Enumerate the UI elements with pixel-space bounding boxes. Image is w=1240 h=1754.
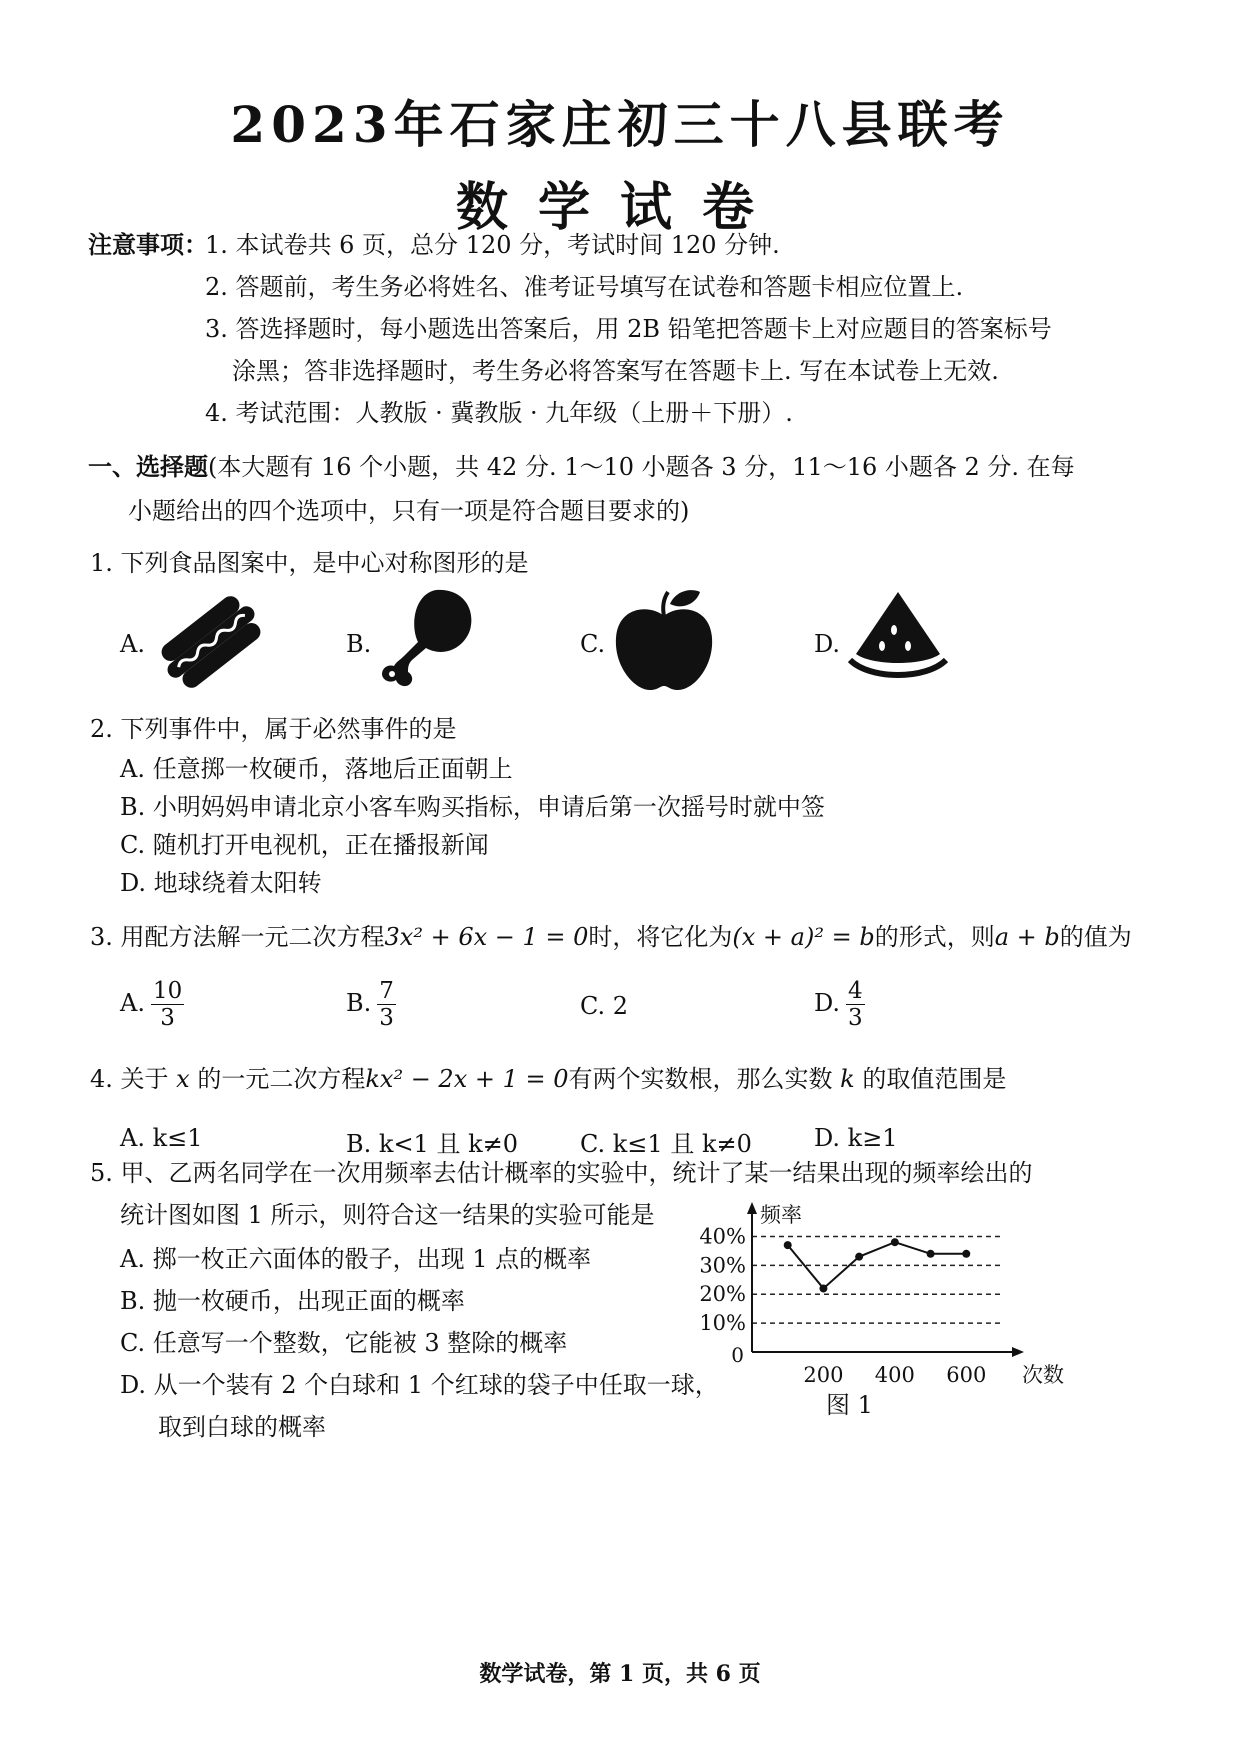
q4-option-c: C. k≤1 且 k≠0 — [580, 1130, 752, 1158]
chicken-leg-icon — [378, 586, 478, 690]
y-axis-label: 频率 — [760, 1203, 802, 1227]
notes-item-4: 4. 考试范围：人教版 · 冀教版 · 九年级（上册＋下册）. — [205, 399, 793, 427]
origin-label: 0 — [731, 1343, 744, 1367]
frequency-line-chart — [690, 1192, 1064, 1392]
notes-item-3-cont: 涂黑；答非选择题时，考生务必将答案写在答题卡上. 写在本试卷上无效. — [232, 357, 999, 385]
q3-option-d-fraction: $\frac{4}{3}$ — [848, 978, 863, 1031]
section-1-desc-cont: 小题给出的四个选项中，只有一项是符合题目要求的) — [128, 497, 690, 525]
q2-option-d: D. 地球绕着太阳转 — [120, 869, 322, 897]
data-point — [784, 1241, 792, 1249]
q4-option-a: A. k≤1 — [120, 1124, 203, 1152]
q2-option-b: B. 小明妈妈申请北京小客车购买指标，申请后第一次摇号时就中签 — [120, 793, 825, 821]
y-tick-label: 30% — [699, 1253, 746, 1278]
q4-var-x: x — [176, 1065, 190, 1093]
x-tick-label: 400 — [874, 1363, 915, 1387]
y-tick-label: 20% — [699, 1282, 746, 1307]
exam-subtitle: 数学试卷 — [455, 177, 784, 238]
q3-option-c: C. 2 — [580, 992, 629, 1020]
q2-option-a: A. 任意掷一枚硬币，落地后正面朝上 — [120, 755, 513, 783]
hotdog-icon — [156, 592, 266, 692]
q1-option-c-label: C. — [580, 630, 606, 658]
q4-option-b: B. k<1 且 k≠0 — [346, 1130, 518, 1158]
y-tick-label: 40% — [699, 1224, 746, 1249]
x-axis-label: 次数 — [1022, 1363, 1064, 1387]
q1-option-a-label: A. — [120, 630, 145, 658]
q5-stem: 5. 甲、乙两名同学在一次用频率去估计概率的实验中，统计了某一结果出现的频率绘出的 — [90, 1159, 1033, 1187]
q3-option-b-fraction: $\frac{7}{3}$ — [379, 978, 394, 1031]
q3-option-b: B. $\frac{7}{3}$ — [346, 978, 394, 1031]
q3-stem — [90, 922, 1132, 952]
q3-stem-b: 时，将它化为 — [588, 923, 733, 951]
q4-stem: 4. 关于 x 的一元二次方程kx² − 2x + 1 = 0有两个实数根，那么实数 k 的取值范围是 — [90, 1065, 1007, 1093]
q1-option-b-label: B. — [346, 630, 372, 658]
x-tick-label: 200 — [803, 1363, 844, 1387]
apple-icon — [612, 586, 716, 692]
q5-option-d-cont: 取到白球的概率 — [158, 1413, 326, 1441]
series-line — [788, 1242, 967, 1288]
data-point — [855, 1253, 863, 1261]
q5-option-d: D. 从一个装有 2 个白球和 1 个红球的袋子中任取一球， — [120, 1371, 719, 1399]
q1-stem: 1. 下列食品图案中，是中心对称图形的是 — [90, 549, 529, 577]
q5-option-b: B. 抛一枚硬币，出现正面的概率 — [120, 1287, 465, 1315]
q3-option-a-fraction: $\frac{10}{3}$ — [152, 978, 183, 1031]
q4-equation: kx² − 2x + 1 = 0 — [365, 1065, 569, 1093]
q3-option-d: D. $\frac{4}{3}$ — [814, 978, 863, 1031]
notes-item-2: 2. 答题前，考生务必将姓名、准考证号填写在试卷和答题卡相应位置上. — [205, 273, 964, 301]
data-point — [962, 1250, 970, 1258]
watermelon-icon — [846, 588, 950, 684]
q3-form: (x + a)² = b — [732, 923, 875, 951]
data-point — [819, 1284, 827, 1292]
section-1-desc: (本大题有 16 个小题，共 42 分. 1～10 小题各 3 分，11～16 小题各 2 分. 在每 — [208, 453, 1075, 481]
y-axis-arrow — [747, 1202, 757, 1214]
q2-stem: 2. 下列事件中，属于必然事件的是 — [90, 715, 457, 743]
notes-item-3: 3. 答选择题时，每小题选出答案后，用 2B 铅笔把答题卡上对应题目的答案标号 — [205, 315, 1052, 343]
x-axis-arrow — [1012, 1347, 1024, 1357]
y-tick-label: 10% — [699, 1311, 746, 1336]
figure-1-caption: 图 1 — [826, 1391, 873, 1419]
section-1-label: 一、选择题 — [88, 452, 208, 481]
notes-item-1: 1. 本试卷共 6 页，总分 120 分，考试时间 120 分钟. — [205, 231, 780, 259]
q4-var-k: k — [840, 1065, 855, 1093]
notes-label: 注意事项： — [88, 230, 208, 259]
q3-equation: 3x² + 6x − 1 = 0 — [384, 923, 589, 951]
q3-option-a: A. $\frac{10}{3}$ — [120, 978, 183, 1031]
data-point — [891, 1238, 899, 1246]
q5-stem-cont: 统计图如图 1 所示，则符合这一结果的实验可能是 — [120, 1201, 655, 1229]
q1-option-d-label: D. — [814, 630, 841, 658]
q4-option-d: D. k≥1 — [814, 1124, 898, 1152]
data-point — [927, 1250, 935, 1258]
x-tick-label: 600 — [946, 1363, 987, 1387]
q3-stem-d: 的值为 — [1059, 923, 1132, 951]
section-1-header — [88, 452, 1075, 482]
q2-option-c: C. 随机打开电视机，正在播报新闻 — [120, 831, 489, 859]
figure-1-chart — [690, 1192, 1064, 1396]
q3-expression: a + b — [994, 923, 1060, 951]
q5-option-c: C. 任意写一个整数，它能被 3 整除的概率 — [120, 1329, 568, 1357]
q5-option-a: A. 掷一枚正六面体的骰子，出现 1 点的概率 — [120, 1245, 592, 1273]
page-footer: 数学试卷，第 1 页，共 6 页 — [479, 1661, 761, 1687]
q3-stem-c: 的形式，则 — [874, 923, 995, 951]
exam-title: 2023年石家庄初三十八县联考 — [230, 95, 1010, 154]
q3-stem-a: 3. 用配方法解一元二次方程 — [90, 923, 385, 951]
